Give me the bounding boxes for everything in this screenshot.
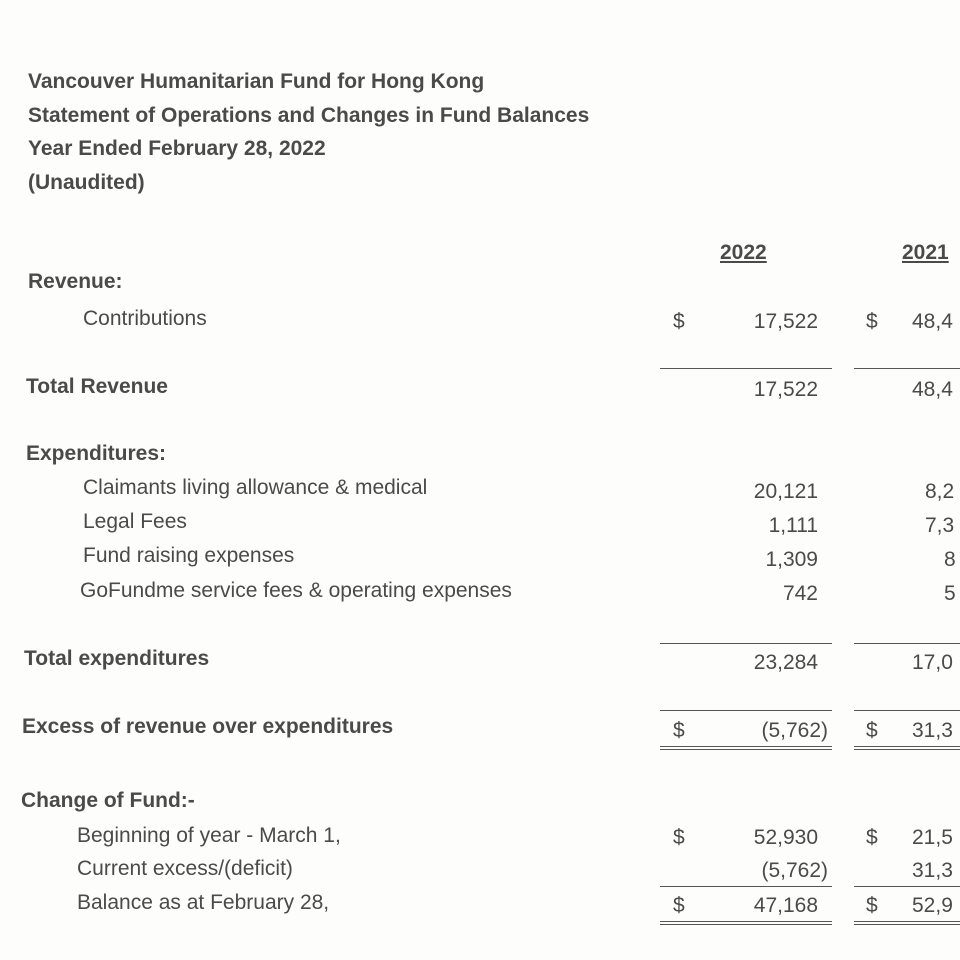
expenditure-2021: 7,3	[925, 514, 955, 537]
total-expenditures-2021: 17,0	[912, 651, 953, 674]
excess-label: Excess of revenue over expenditures	[22, 715, 394, 738]
excess-2021: 31,3	[912, 719, 953, 742]
contributions-2022: 17,522	[753, 310, 818, 333]
statement-title: Statement of Operations and Changes in Fund Balances	[28, 104, 590, 127]
balance-label: Balance as at February 28,	[77, 891, 330, 914]
expenditure-2022: 1,111	[768, 514, 818, 537]
subtotal-rule	[660, 710, 832, 711]
double-underline	[660, 921, 832, 925]
double-underline	[854, 746, 960, 750]
column-header-2021: 2021	[902, 241, 949, 264]
subtotal-rule	[854, 643, 960, 644]
contributions-label: Contributions	[83, 307, 207, 330]
balance-2022: 47,168	[753, 894, 818, 917]
balance-2021: 52,9	[912, 894, 953, 917]
subtotal-rule	[660, 643, 832, 644]
beginning-of-year-label: Beginning of year - March 1,	[77, 824, 341, 847]
expenditure-label: Claimants living allowance & medical	[83, 476, 428, 499]
beginning-of-year-2022: 52,930	[753, 826, 818, 849]
currency-symbol: $	[866, 894, 878, 917]
expenditure-label: GoFundme service fees & operating expenses	[80, 579, 512, 602]
subtotal-rule	[660, 886, 832, 887]
currency-symbol: $	[673, 310, 685, 333]
double-underline	[854, 921, 960, 925]
change-of-fund-heading: Change of Fund:-	[21, 789, 195, 812]
expenditure-label: Legal Fees	[83, 510, 187, 533]
current-excess-2021: 31,3	[912, 859, 953, 882]
currency-symbol: $	[673, 894, 685, 917]
expenditure-2022: 20,121	[753, 480, 818, 503]
total-revenue-label: Total Revenue	[26, 375, 168, 398]
currency-symbol: $	[866, 826, 878, 849]
beginning-of-year-2021: 21,5	[912, 826, 953, 849]
expenditure-2021: 8	[944, 548, 956, 571]
expenditure-2022: 742	[782, 582, 818, 605]
contributions-2021: 48,4	[912, 310, 953, 333]
total-expenditures-label: Total expenditures	[24, 647, 210, 670]
statement-period: Year Ended February 28, 2022	[28, 137, 326, 160]
current-excess-2022: (5,762)	[761, 859, 828, 882]
organization-name: Vancouver Humanitarian Fund for Hong Kong	[28, 70, 485, 93]
subtotal-rule	[854, 710, 960, 711]
expenditure-2021: 5	[944, 582, 956, 605]
column-header-2022: 2022	[720, 241, 767, 264]
excess-2022: (5,762)	[761, 719, 828, 742]
current-excess-label: Current excess/(deficit)	[77, 857, 293, 880]
subtotal-rule	[854, 886, 960, 887]
total-revenue-2021: 48,4	[912, 378, 953, 401]
total-revenue-2022: 17,522	[753, 378, 818, 401]
total-expenditures-2022: 23,284	[753, 651, 818, 674]
expenditure-2021: 8,2	[925, 480, 955, 503]
audit-status: (Unaudited)	[28, 171, 145, 194]
double-underline	[660, 746, 832, 750]
currency-symbol: $	[866, 719, 878, 742]
expenditures-heading: Expenditures:	[26, 442, 167, 465]
currency-symbol: $	[673, 719, 685, 742]
revenue-heading: Revenue:	[28, 270, 123, 293]
currency-symbol: $	[673, 826, 685, 849]
subtotal-rule	[854, 368, 960, 369]
currency-symbol: $	[866, 310, 878, 333]
subtotal-rule	[660, 368, 832, 369]
expenditure-2022: 1,309	[765, 548, 818, 571]
expenditure-label: Fund raising expenses	[83, 544, 295, 567]
